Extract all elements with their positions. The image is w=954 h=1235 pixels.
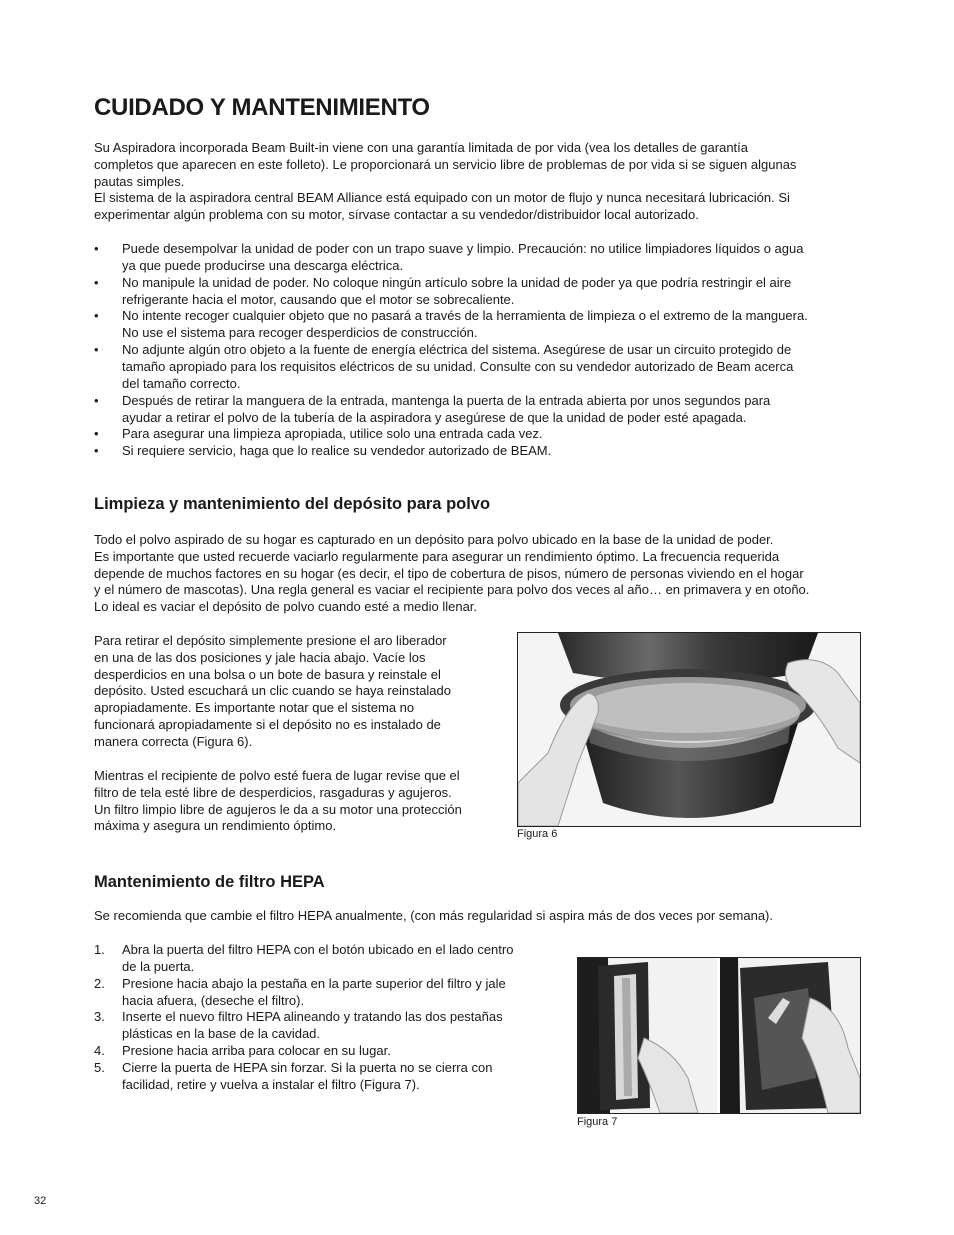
bullet-item: [122, 275, 791, 309]
paragraph-line: manera correcta (Figura 6).: [94, 733, 253, 749]
bullet-line: No use el sistema para recoger desperdicios de construcción.: [122, 324, 478, 340]
bullet-item: [122, 393, 770, 427]
hepa-intro: Se recomienda que cambie el filtro HEPA anualmente, (con más regularidad si aspira más de dos veces por semana).: [94, 908, 773, 923]
paragraph-line: máxima y asegura un rendimiento óptimo.: [94, 818, 337, 834]
figure-7-caption: Figura 7: [577, 1116, 618, 1128]
bullet-line: ayudar a retirar el polvo de la tubería de la aspiradora y asegúrese de que la unidad de poder esté apagada.: [122, 409, 747, 425]
paragraph-line: en una de las dos posiciones y jale hacia abajo. Vacíe los: [94, 649, 426, 665]
step-number: 3.: [94, 1009, 105, 1024]
section-heading-hepa: Mantenimiento de filtro HEPA: [94, 873, 325, 891]
step-number: 1.: [94, 942, 105, 957]
figure-7-photo: [577, 957, 861, 1114]
step-item: [122, 1009, 503, 1043]
remove-container-paragraph: [94, 633, 451, 751]
paragraph-line: depende de muchos factores en su hogar (es decir, el tipo de cobertura de pisos, número de personas viviendo en el hogar: [94, 565, 804, 581]
step-item: [122, 1043, 391, 1060]
step-number: 4.: [94, 1043, 105, 1058]
step-line: Presione hacia arriba para colocar en su lugar.: [122, 1043, 391, 1058]
bullet-line: del tamaño correcto.: [122, 375, 241, 391]
bullet-mark: •: [94, 443, 99, 458]
paragraph-line: filtro de tela esté libre de desperdicios, rasgaduras y agujeros.: [94, 784, 452, 800]
paragraph-line: Lo ideal es vaciar el depósito de polvo cuando esté a medio llenar.: [94, 599, 478, 615]
step-item: [122, 1060, 492, 1094]
section-heading-dust-container: Limpieza y mantenimiento del depósito para polvo: [94, 495, 491, 513]
bullet-mark: •: [94, 241, 99, 256]
paragraph-line: desperdicios en una bolsa o un bote de basura y reinstale el: [94, 666, 441, 682]
intro-line: Su Aspiradora incorporada Beam Built-in viene con una garantía limitada de por vida (vea los detalles de garantía: [94, 140, 749, 155]
step-line: Abra la puerta del filtro HEPA con el botón ubicado en el lado centro: [122, 942, 514, 957]
step-line: de la puerta.: [122, 958, 195, 974]
step-line: hacia afuera, (deseche el filtro).: [122, 992, 305, 1008]
step-line: facilidad, retire y vuelva a instalar el filtro (Figura 7).: [122, 1076, 420, 1092]
bullet-line: No manipule la unidad de poder. No coloque ningún artículo sobre la unidad de poder ya que podría restringir el aire: [122, 275, 792, 290]
step-line: Inserte el nuevo filtro HEPA alineando y tratando las dos pestañas: [122, 1009, 503, 1024]
paragraph-line: Para retirar el depósito simplemente presione el aro liberador: [94, 633, 447, 648]
paragraph-line: y el número de mascotas). Una regla general es vaciar el recipiente para polvo dos veces al año… en primavera y en otoño.: [94, 582, 810, 598]
bullet-line: ya que puede producirse una descarga eléctrica.: [122, 257, 404, 273]
figure-6-photo: [517, 632, 861, 827]
intro-line: El sistema de la aspiradora central BEAM Alliance está equipado con un motor de flujo y nunca necesitará lubricación. Si: [94, 190, 790, 206]
paragraph-line: Mientras el recipiente de polvo esté fuera de lugar revise que el: [94, 768, 460, 783]
bullet-item: [122, 308, 808, 342]
paragraph-line: Un filtro limpio libre de agujeros le da a su motor una protección: [94, 801, 462, 817]
page-number: 32: [34, 1195, 47, 1207]
dust-container-illustration: [518, 633, 860, 826]
step-item: [122, 942, 513, 976]
step-line: Cierre la puerta de HEPA sin forzar. Si la puerta no se cierra con: [122, 1060, 493, 1075]
bullet-line: Para asegurar una limpieza apropiada, utilice solo una entrada cada vez.: [122, 426, 543, 441]
intro-paragraph: [94, 140, 796, 224]
paragraph-line: Todo el polvo aspirado de su hogar es capturado en un depósito para polvo ubicado en la base de la unidad de poder.: [94, 532, 774, 547]
step-item: [122, 976, 506, 1010]
bullet-mark: •: [94, 426, 99, 441]
bullet-line: No intente recoger cualquier objeto que no pasará a través de la herramienta de limpieza o el extremo de la manguera.: [122, 308, 808, 323]
bullet-mark: •: [94, 342, 99, 357]
intro-line: completos que aparecen en este folleto). Le proporcionará un servicio libre de problemas de por vida si se siguen algunas: [94, 156, 797, 172]
paragraph-line: funcionará apropiadamente si el depósito no es instalado de: [94, 716, 441, 732]
page-title: CUIDADO Y MANTENIMIENTO: [94, 94, 430, 121]
bullet-item: [122, 342, 793, 392]
bullet-mark: •: [94, 308, 99, 323]
bullet-line: Puede desempolvar la unidad de poder con un trapo suave y limpio. Precaución: no utilice limpiadores líquidos o agua: [122, 241, 804, 256]
dust-container-paragraph: [94, 532, 809, 616]
paragraph-line: Es importante que usted recuerde vaciarlo regularmente para asegurar un rendimiento óptimo. La frecuencia requerida: [94, 548, 780, 564]
step-line: Presione hacia abajo la pestaña en la parte superior del filtro y jale: [122, 976, 506, 991]
figure-6-caption: Figura 6: [517, 828, 558, 840]
hepa-filter-illustration: [578, 958, 860, 1113]
bullet-line: Si requiere servicio, haga que lo realice su vendedor autorizado de BEAM.: [122, 443, 552, 458]
filter-check-paragraph: [94, 768, 462, 835]
step-number: 2.: [94, 976, 105, 991]
bullet-mark: •: [94, 275, 99, 290]
step-line: plásticas en la base de la cavidad.: [122, 1025, 321, 1041]
bullet-item: [122, 241, 803, 275]
intro-line: experimentar algún problema con su motor, sírvase contactar a su vendedor/distribuidor local autorizado.: [94, 207, 699, 223]
bullet-item: [122, 443, 551, 460]
bullet-line: No adjunte algún otro objeto a la fuente de energía eléctrica del sistema. Asegúrese de usar un circuito protegido de: [122, 342, 792, 357]
bullet-mark: •: [94, 393, 99, 408]
bullet-item: [122, 426, 543, 443]
bullet-line: tamaño apropiado para los requisitos eléctricos de su unidad. Consulte con su vendedor autorizado de Beam acerca: [122, 358, 794, 374]
paragraph-line: apropiadamente. Es importante notar que el sistema no: [94, 700, 415, 716]
paragraph-line: depósito. Usted escuchará un clic cuando se haya reinstalado: [94, 683, 451, 699]
step-number: 5.: [94, 1060, 105, 1075]
intro-line: pautas simples.: [94, 173, 185, 189]
bullet-line: refrigerante hacia el motor, causando que el motor se sobrecaliente.: [122, 291, 515, 307]
bullet-line: Después de retirar la manguera de la entrada, mantenga la puerta de la entrada abierta por unos segundos para: [122, 393, 771, 408]
